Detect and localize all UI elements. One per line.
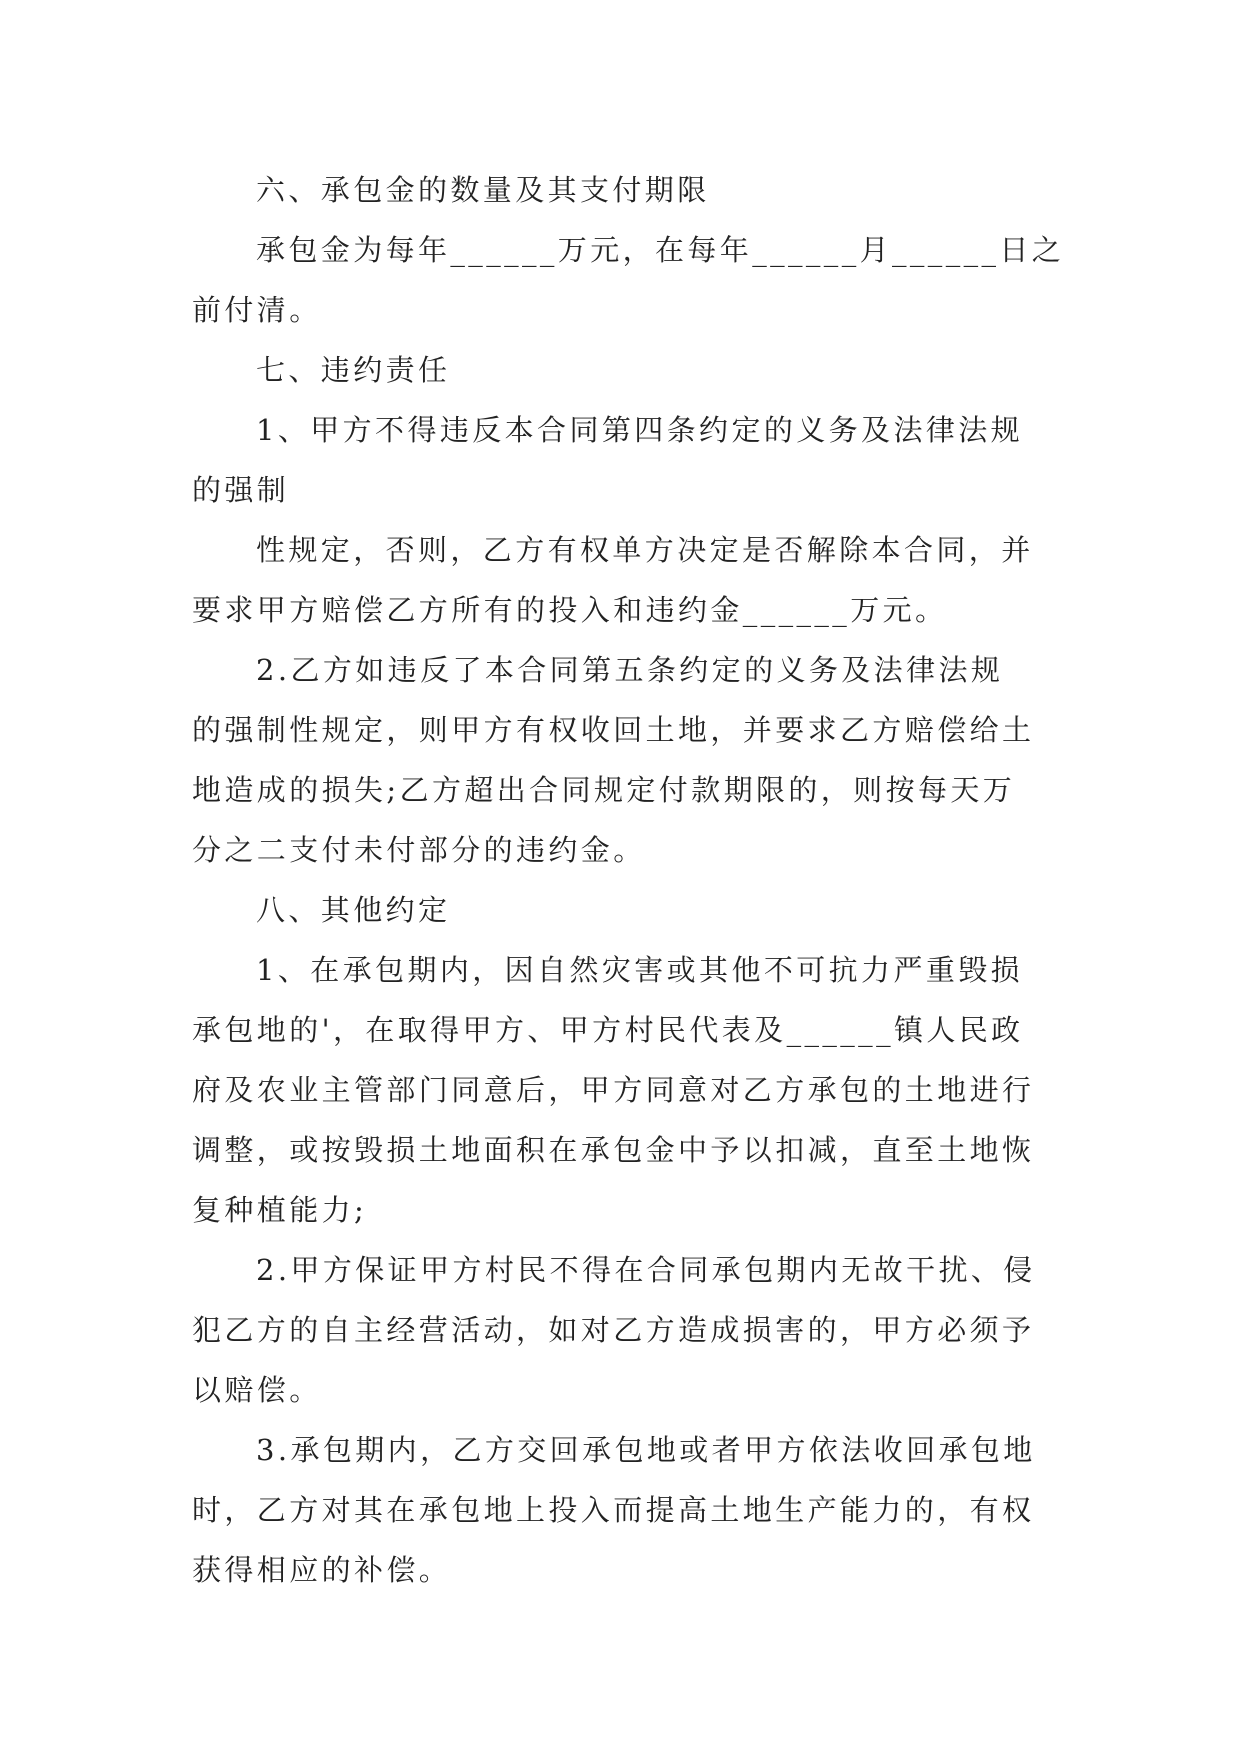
paragraph-line: 1、甲方不得违反本合同第四条约定的义务及法律法规 [256, 413, 1024, 447]
paragraph-line: 调整，或按毁损土地面积在承包金中予以扣减，直至土地恢 [192, 1133, 1035, 1167]
paragraph-line: 承包金为每年______万元，在每年______月______日之 [256, 233, 1065, 267]
paragraph-line: 承包地的'，在取得甲方、甲方村民代表及______镇人民政 [192, 1013, 1024, 1047]
paragraph-line: 性规定，否则，乙方有权单方决定是否解除本合同，并 [256, 533, 1034, 567]
document-page [192, 160, 1065, 1600]
paragraph-line: 2.甲方保证甲方村民不得在合同承包期内无故干扰、侵 [256, 1253, 1036, 1287]
paragraph-line: 获得相应的补偿。 [192, 1553, 452, 1587]
paragraph-line: 复种植能力; [192, 1193, 368, 1227]
paragraph-line: 府及农业主管部门同意后，甲方同意对乙方承包的土地进行 [192, 1073, 1035, 1107]
paragraph-line: 2.乙方如违反了本合同第五条约定的义务及法律法规 [256, 653, 1004, 687]
paragraph-line: 地造成的损失;乙方超出合同规定付款期限的，则按每天万 [192, 773, 1016, 807]
paragraph-line: 1、在承包期内，因自然灾害或其他不可抗力严重毁损 [256, 953, 1024, 987]
paragraph-line: 3.承包期内，乙方交回承包地或者甲方依法收回承包地 [256, 1433, 1036, 1467]
section-8-heading: 八、其他约定 [256, 893, 451, 927]
paragraph-line: 的强制性规定，则甲方有权收回土地，并要求乙方赔偿给土 [192, 713, 1035, 747]
paragraph-line: 分之二支付未付部分的违约金。 [192, 833, 646, 867]
paragraph-line: 犯乙方的自主经营活动，如对乙方造成损害的，甲方必须予 [192, 1313, 1035, 1347]
paragraph-line: 时，乙方对其在承包地上投入而提高土地生产能力的，有权 [192, 1493, 1035, 1527]
paragraph-line: 以赔偿。 [192, 1373, 322, 1407]
paragraph-line: 要求甲方赔偿乙方所有的投入和违约金______万元。 [192, 593, 948, 627]
paragraph-line: 的强制 [192, 473, 290, 507]
section-6-heading: 六、承包金的数量及其支付期限 [256, 173, 710, 207]
paragraph-line: 前付清。 [192, 293, 322, 327]
section-7-heading: 七、违约责任 [256, 353, 451, 387]
